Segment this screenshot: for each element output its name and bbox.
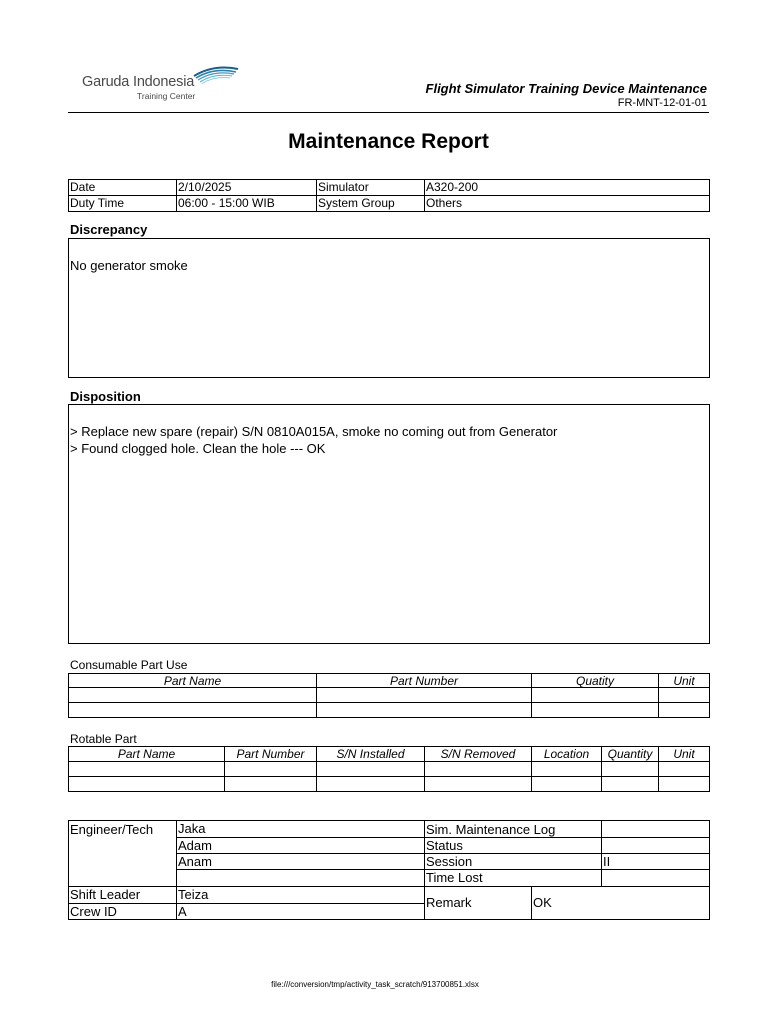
column-header: Part Number bbox=[389, 674, 459, 688]
duty-time-value: 06:00 - 15:00 WIB bbox=[178, 196, 275, 210]
shift-leader-value: Teiza bbox=[178, 887, 209, 902]
column-header: Part Number bbox=[236, 747, 305, 761]
remark-value: OK bbox=[533, 895, 552, 910]
discrepancy-box bbox=[68, 238, 710, 378]
date-label: Date bbox=[70, 180, 96, 194]
system-group-value: Others bbox=[426, 196, 463, 210]
column-header: Quantity bbox=[607, 747, 653, 761]
remark-label: Remark bbox=[426, 895, 472, 910]
header-title: Flight Simulator Training Device Maintenance bbox=[425, 81, 707, 96]
engineer-name: Adam bbox=[178, 838, 212, 853]
column-header: S/N Removed bbox=[440, 747, 516, 761]
footer-file-path: file:///conversion/tmp/activity_task_scratch/913700851.xlsx bbox=[271, 980, 479, 989]
column-header: Location bbox=[543, 747, 590, 761]
column-header: Unit bbox=[673, 747, 695, 761]
disposition-label: Disposition bbox=[70, 389, 141, 404]
page-title: Maintenance Report bbox=[288, 130, 489, 153]
sim-log-label: Sim. Maintenance Log bbox=[426, 822, 556, 837]
discrepancy-text: No generator smoke bbox=[70, 258, 188, 273]
session-value: II bbox=[603, 854, 611, 869]
simulator-label: Simulator bbox=[318, 180, 369, 194]
column-header: Part Name bbox=[163, 674, 222, 688]
disposition-line: > Found clogged hole. Clean the hole --- OK bbox=[70, 441, 326, 456]
system-group-label: System Group bbox=[318, 196, 395, 210]
simulator-value: A320-200 bbox=[426, 180, 479, 194]
bird-wing-icon bbox=[192, 62, 240, 84]
header-divider bbox=[68, 112, 709, 113]
disposition-line: > Replace new spare (repair) S/N 0810A015A, smoke no coming out from Generator bbox=[70, 424, 558, 439]
disposition-box bbox=[68, 404, 710, 644]
crew-id-label: Crew ID bbox=[70, 904, 117, 919]
duty-time-label: Duty Time bbox=[70, 196, 125, 210]
status-label: Status bbox=[426, 838, 463, 853]
time-lost-label: Time Lost bbox=[426, 870, 483, 885]
column-header: Quatity bbox=[575, 674, 614, 688]
engineer-tech-label: Engineer/Tech bbox=[70, 822, 154, 837]
crew-id-value: A bbox=[178, 904, 187, 919]
date-value: 2/10/2025 bbox=[178, 180, 232, 194]
rotable-label: Rotable Part bbox=[70, 732, 137, 746]
session-label: Session bbox=[426, 854, 473, 869]
column-header: S/N Installed bbox=[336, 747, 405, 761]
form-code: FR-MNT-12-01-01 bbox=[617, 97, 707, 109]
engineer-name: Jaka bbox=[178, 821, 206, 836]
discrepancy-label: Discrepancy bbox=[70, 222, 148, 237]
engineer-name: Anam bbox=[178, 854, 212, 869]
column-header: Part Name bbox=[117, 747, 176, 761]
logo-subtitle: Training Center bbox=[137, 91, 196, 101]
consumable-label: Consumable Part Use bbox=[70, 658, 188, 672]
column-header: Unit bbox=[673, 674, 695, 688]
shift-leader-label: Shift Leader bbox=[70, 887, 141, 902]
logo-name: Garuda Indonesia bbox=[82, 74, 195, 90]
garuda-logo bbox=[82, 62, 242, 104]
